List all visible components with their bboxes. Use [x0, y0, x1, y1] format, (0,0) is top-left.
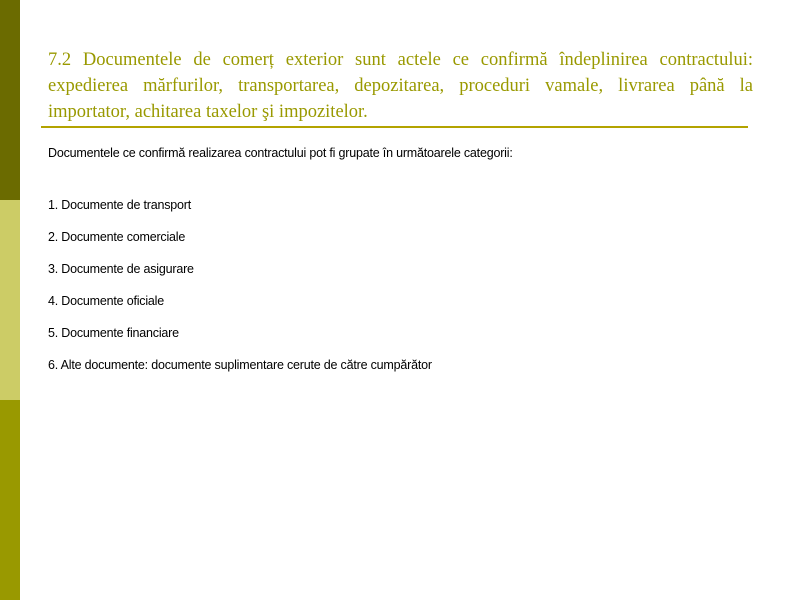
list-item: 4. Documente oficiale [48, 294, 165, 308]
list-item: 6. Alte documente: documente suplimentare cerute de către cumpărător [48, 358, 432, 372]
category-list [48, 196, 432, 388]
title-underline-rule [41, 126, 748, 128]
slide-title: 7.2 Documentele de comerț exterior sunt actele ce confirmă îndeplinirea contractului: expedierea mărfurilor, transportarea, depozitarea, proceduri vamale, livrarea până la importator, achitarea taxelor şi impozitelor. [48, 50, 753, 122]
side-band-bottom [0, 400, 20, 600]
list-item: 2. Documente comerciale [48, 230, 186, 244]
list-item: 1. Documente de transport [48, 198, 191, 212]
list-item: 3. Documente de asigurare [48, 262, 194, 276]
side-band-middle [0, 200, 20, 400]
list-item: 5. Documente financiare [48, 326, 179, 340]
intro-text: Documentele ce confirmă realizarea contractului pot fi grupate în următoarele categorii: [48, 146, 513, 160]
side-band-top [0, 0, 20, 200]
